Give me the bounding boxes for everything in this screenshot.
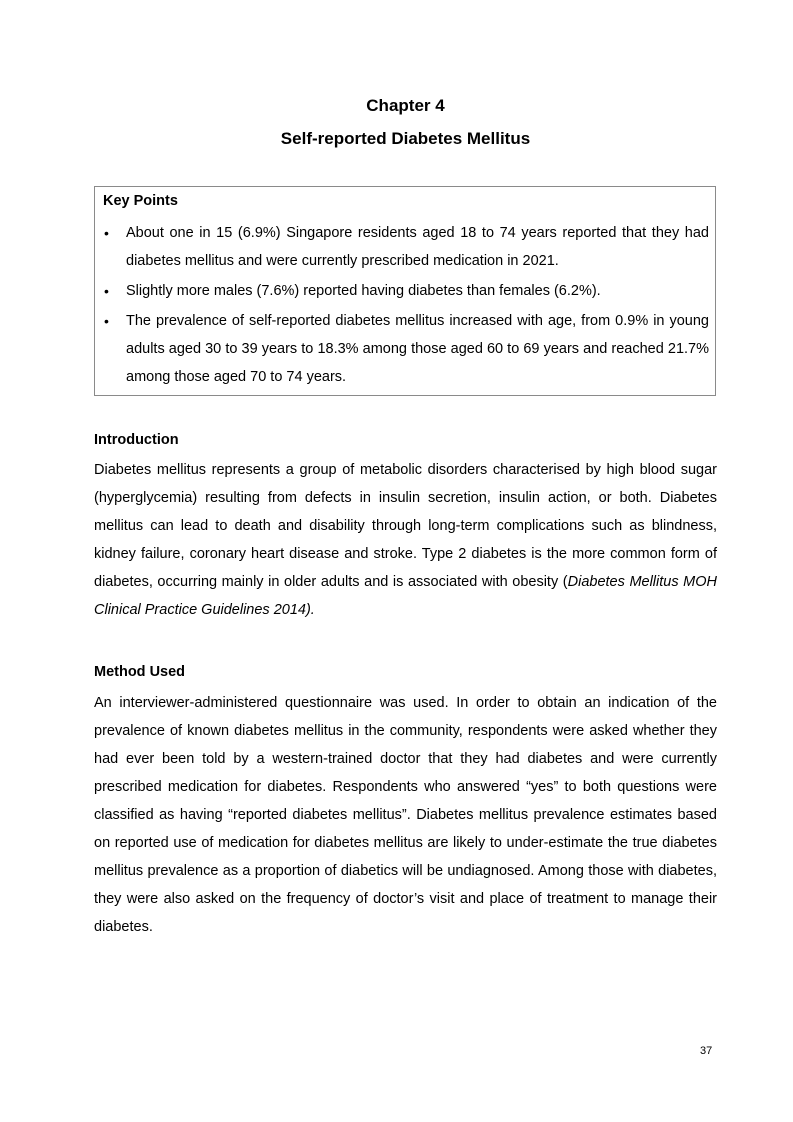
key-points-title: Key Points: [103, 193, 178, 209]
introduction-citation: Diabetes Mellitus MOH Clinical Practice Guidelines 2014).: [94, 574, 718, 618]
key-points-list: [95, 219, 715, 393]
key-point-text: About one in 15 (6.9%) Singapore residents aged 18 to 74 years reported that they had diabetes mellitus and were currently prescribed medication in 2021.: [126, 225, 709, 269]
bullet-icon: •: [104, 313, 109, 329]
bullet-icon: •: [104, 283, 109, 299]
key-point-text: Slightly more males (7.6%) reported having diabetes than females (6.2%).: [126, 283, 601, 299]
method-paragraph: An interviewer-administered questionnaire was used. In order to obtain an indication of the prevalence of known diabetes mellitus in the community, respondents were asked whether they had ever been told by a western-trained doctor that they had diabetes and were currently prescribed medication for diabetes. Respondents who answered “yes” to both questions were classified as having “reported diabetes mellitus”. Diabetes mellitus prevalence estimates based on reported use of medication for diabetes mellitus are likely to under-estimate the true diabetes mellitus prevalence as a proportion of diabetics will be undiagnosed. Among those with diabetes, they were also asked on the frequency of doctor’s visit and place of treatment to manage their diabetes.: [94, 695, 717, 935]
key-point-item: [95, 307, 715, 391]
introduction-body: Diabetes mellitus represents a group of metabolic disorders characterised by high blood sugar (hyperglycemia) resulting from defects in insulin secretion, insulin action, or both. Diabetes mellitus can lead to death and disability through long-term complications such as blindness, kidney failure, coronary heart disease and stroke. Type 2 diabetes is the more common form of diabetes, occurring mainly in older adults and is associated with obesity (: [94, 462, 717, 590]
key-point-item: [95, 277, 715, 305]
chapter-number: Chapter 4: [366, 96, 445, 115]
introduction-paragraph: [94, 456, 717, 624]
introduction-heading: Introduction: [94, 432, 179, 448]
method-heading: Method Used: [94, 664, 186, 680]
page-number: 37: [700, 1045, 713, 1057]
bullet-icon: •: [104, 225, 109, 241]
key-points-box: [94, 186, 716, 396]
key-point-text: The prevalence of self-reported diabetes mellitus increased with age, from 0.9% in young adults aged 30 to 39 years to 18.3% among those aged 60 to 69 years and reached 21.7% among those aged 70 to 74 years.: [126, 313, 709, 385]
key-point-item: [95, 219, 715, 275]
chapter-title: Self-reported Diabetes Mellitus: [280, 129, 531, 148]
